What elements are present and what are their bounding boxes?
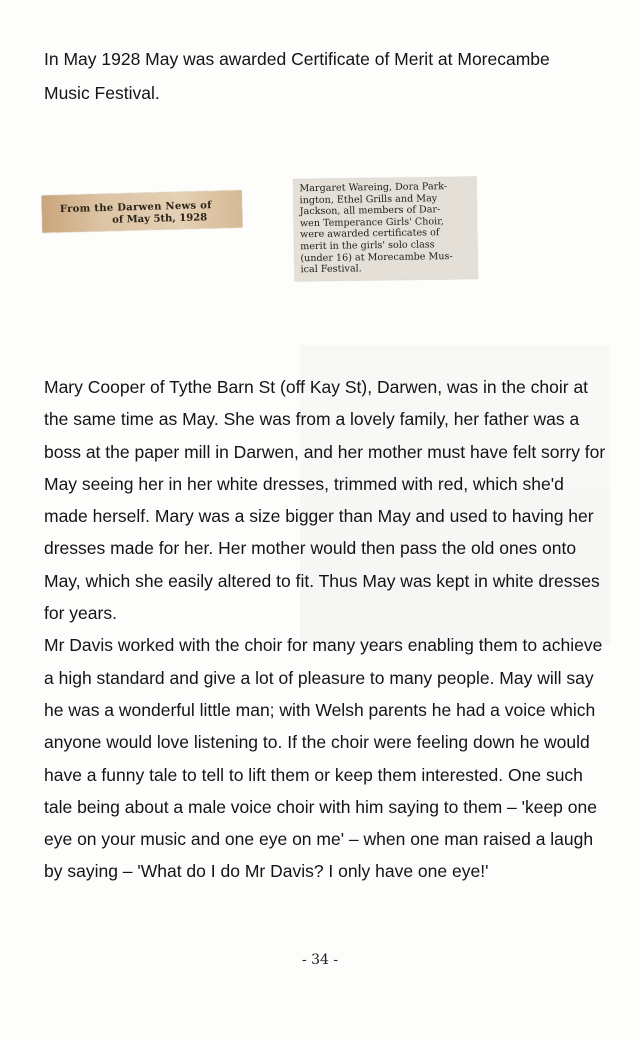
newspaper-source-clipping xyxy=(42,190,243,232)
clipping-article-line: merit in the girls' solo class xyxy=(300,239,435,253)
paragraph-mary-cooper: Mary Cooper of Tythe Barn St (off Kay St), Darwen, was in the choir at the same time as May. She was from a lovely family, her father was a boss at the paper mill in Darwen, and her mother must have felt sorry for May seeing her in her white dresses, trimmed with red, which she'd made herself. Mary was a size bigger than May and used to having her dresses made for her. Her mother would then pass the old ones onto May, which she easily altered to fit. Thus May was kept in white dresses for years. xyxy=(44,377,606,624)
paragraph-mr-davis: Mr Davis worked with the choir for many years enabling them to achieve a high standard and give a lot of pleasure to many people. May will say he was a wonderful little man; with Welsh parents he had a voice which anyone would love listening to. If the choir were feeling down he would have a funny tale to tell to lift them or keep them interested. One such tale being about a male voice choir with him saying to them – 'keep one eye on your music and one eye on me' – when one man raised a laugh by saying – 'What do I do Mr Davis? I only have one eye!' xyxy=(44,635,603,882)
body-text xyxy=(44,371,609,888)
clipping-article-line: wen Temperance Girls' Choir, xyxy=(299,215,444,229)
clipping-article-line: were awarded certificates of xyxy=(299,227,440,241)
newspaper-article-clipping xyxy=(293,177,477,282)
clipping-article-line: ington, Ethel Grills and May xyxy=(299,192,438,206)
page-number: - 34 - xyxy=(301,952,339,968)
intro-line-2: Music Festival. xyxy=(44,83,160,103)
clipping-article-line: ical Festival. xyxy=(300,263,362,276)
intro-line-1: In May 1928 May was awarded Certificate of Merit at Morecambe xyxy=(44,49,550,69)
clipping-article-line: Jackson, all members of Dar- xyxy=(299,204,441,218)
intro-paragraph xyxy=(44,42,604,110)
clipping-source-line-1: From the Darwen News of xyxy=(59,200,212,216)
clipping-article-line: Margaret Wareing, Dora Park- xyxy=(299,181,448,195)
clipping-source-line-2: of May 5th, 1928 xyxy=(112,212,208,226)
clipping-article-line: (under 16) at Morecambe Mus- xyxy=(300,250,453,264)
